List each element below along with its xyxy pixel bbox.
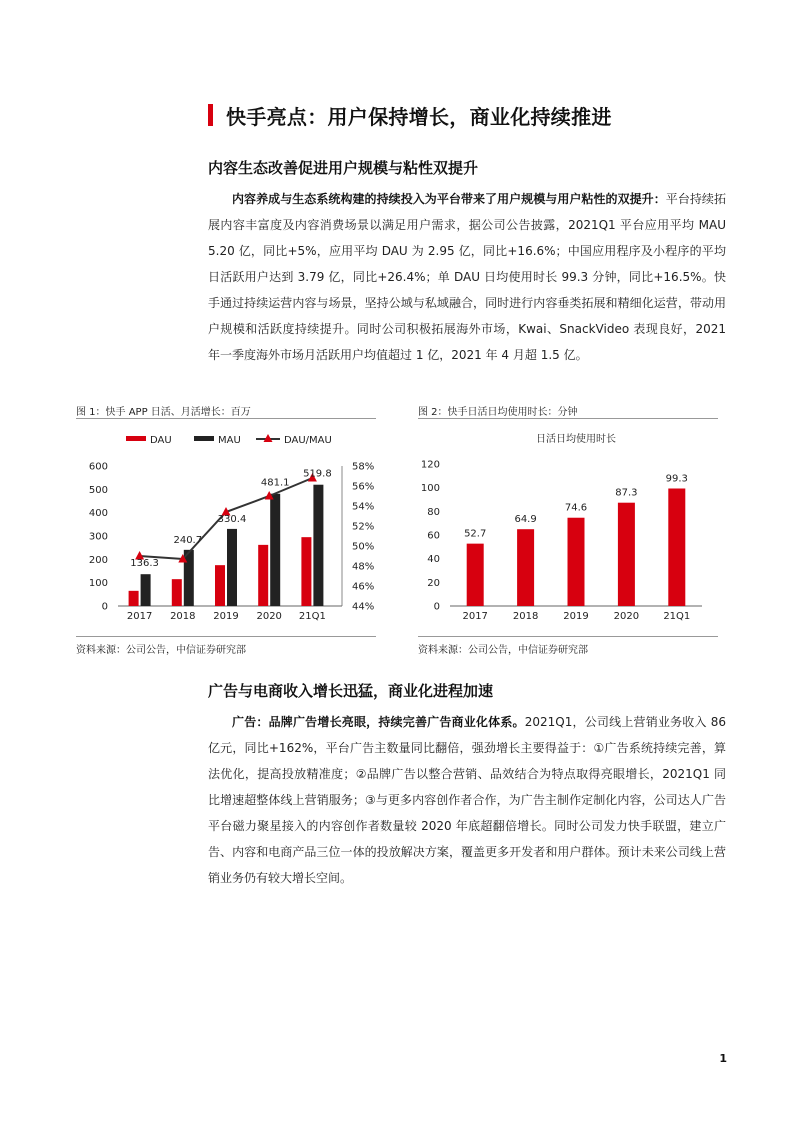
data-label: 52.7 — [464, 528, 487, 540]
y-tick-label: 600 — [88, 461, 108, 473]
figure2-bottom-rule — [418, 636, 718, 637]
y2-tick-label: 54% — [352, 501, 375, 513]
usage-bar — [568, 518, 585, 606]
x-tick-label: 2017 — [462, 611, 488, 622]
data-label: 136.3 — [130, 558, 159, 570]
section1-lead: 内容养成与生态系统构建的持续投入为平台带来了用户规模与用户粘性的双提升： — [232, 192, 666, 206]
legend-label: DAU — [150, 435, 172, 446]
x-tick-label: 2020 — [256, 611, 282, 622]
data-label: 87.3 — [615, 487, 638, 499]
usage-bar — [467, 544, 484, 606]
data-label: 74.6 — [564, 502, 588, 514]
legend-swatch — [126, 436, 146, 441]
mau-bar — [184, 550, 194, 606]
y-tick-label: 400 — [88, 508, 108, 520]
usage-bar — [517, 529, 534, 606]
section2-heading: 广告与电商收入增长迅猛，商业化进程加速 — [208, 682, 494, 700]
x-tick-label: 21Q1 — [298, 611, 326, 622]
figure2-top-rule — [418, 418, 718, 419]
y2-tick-label: 56% — [352, 481, 375, 493]
y2-tick-label: 46% — [352, 581, 375, 593]
section1-paragraph — [208, 186, 726, 368]
section2-body: 2021Q1，公司线上营销业务收入 86 亿元，同比+162%，平台广告主数量同比翻倍，强劲增长主要得益于：①广告系统持续完善，算法优化，提高投放精准度；②品牌广告以整合营销、品效结合为特点取得亮眼增长，2021Q1 同比增速超整体线上营销服务；③与更多内容创作者合作，为广告主制作定制化内容，公司达人广告平台磁力聚星接入的内容创作者数量较 2020 年底超翻倍增长。同时公司发力快手联盟，建立广告、内容和电商产品三位一体的投放解决方案，覆盖更多开发者和用户群体。预计未来公司线上营销业务仍有较大增长空间。 — [208, 715, 726, 885]
legend-swatch — [194, 436, 214, 441]
y-tick-label: 100 — [88, 578, 108, 590]
x-tick-label: 2018 — [170, 611, 196, 622]
page-number: 1 — [719, 1052, 727, 1065]
title-accent-bar — [208, 104, 213, 126]
mau-bar — [270, 494, 280, 606]
y-tick-label: 0 — [101, 601, 108, 613]
y2-tick-label: 44% — [352, 601, 375, 613]
data-label: 64.9 — [514, 514, 537, 526]
y-tick-label: 120 — [420, 459, 440, 471]
usage-bar — [668, 488, 685, 606]
y2-tick-label: 48% — [352, 561, 375, 573]
figure1-top-rule — [76, 418, 376, 419]
legend-label: MAU — [218, 435, 241, 446]
y2-tick-label: 52% — [352, 521, 375, 533]
y-tick-label: 0 — [433, 601, 440, 613]
figure2-caption: 图 2：快手日活日均使用时长：分钟 — [418, 407, 578, 418]
y-tick-label: 80 — [427, 506, 440, 518]
x-tick-label: 2017 — [126, 611, 153, 622]
x-tick-label: 2019 — [213, 611, 239, 622]
figure2-chart — [418, 422, 718, 632]
y-tick-label: 60 — [427, 530, 440, 542]
data-label: 99.3 — [665, 473, 688, 485]
data-label: 481.1 — [260, 477, 290, 489]
section1-body: 平台持续拓展内容丰富度及内容消费场景以满足用户需求，据公司公告披露，2021Q1 平台应用平均 MAU 5.20 亿，同比+5%，应用平均 DAU 为 2.95 亿，同比+16.6%；中国应用程序及小程序的平均日活跃用户达到 3.79 亿，同比+26.4%；单 DAU 日均使用时长 99.3 分钟，同比+16.5%。快手通过持续运营内容与场景，坚持公域与私域融合，同时进行内容垂类拓展和精细化运营，带动用户规模和活跃度持续提升。同时公司积极拓展海外市场，Kwai、SnackVideo 表现良好，2021 年一季度海外市场月活跃用户均值超过 1 亿，2021 年 4 月超 1.5 亿。 — [208, 192, 726, 362]
y-tick-label: 40 — [427, 554, 440, 566]
y-tick-label: 200 — [88, 554, 108, 566]
x-tick-label: 2019 — [563, 611, 589, 622]
data-label: 519.8 — [303, 468, 332, 480]
dau-bar — [215, 565, 225, 606]
chart-title: 日活日均使用时长 — [536, 434, 616, 445]
y-tick-label: 300 — [88, 531, 108, 543]
dau-bar — [258, 545, 268, 606]
y2-tick-label: 58% — [352, 461, 375, 473]
x-tick-label: 21Q1 — [663, 611, 691, 622]
y2-tick-label: 50% — [352, 541, 375, 553]
figure1-chart — [76, 422, 386, 632]
mau-bar — [313, 485, 323, 606]
section1-heading: 内容生态改善促进用户规模与粘性双提升 — [208, 159, 479, 177]
usage-bar — [618, 503, 635, 606]
dau-bar — [129, 591, 139, 606]
figure1-bottom-rule — [76, 636, 376, 637]
mau-bar — [141, 574, 151, 606]
x-tick-label: 2018 — [512, 611, 539, 622]
dau-bar — [172, 579, 182, 606]
y-tick-label: 500 — [88, 484, 108, 496]
data-label: 240.7 — [173, 534, 203, 546]
figure1-caption: 图 1：快手 APP 日活、月活增长：百万 — [76, 407, 251, 418]
y-tick-label: 100 — [420, 483, 440, 495]
page-title: 快手亮点：用户保持增长，商业化持续推进 — [226, 105, 612, 129]
y-tick-label: 20 — [427, 577, 440, 589]
figure2-source: 资料来源：公司公告，中信证券研究部 — [418, 645, 588, 656]
mau-bar — [227, 529, 237, 606]
figure1-source: 资料来源：公司公告，中信证券研究部 — [76, 645, 246, 656]
legend-label: DAU/MAU — [284, 435, 332, 446]
x-tick-label: 2020 — [613, 611, 640, 622]
dau-bar — [301, 537, 311, 606]
data-label: 330.4 — [217, 513, 247, 525]
section2-lead: 广告：品牌广告增长亮眼，持续完善广告商业化体系。 — [232, 715, 525, 729]
section2-paragraph — [208, 709, 726, 891]
